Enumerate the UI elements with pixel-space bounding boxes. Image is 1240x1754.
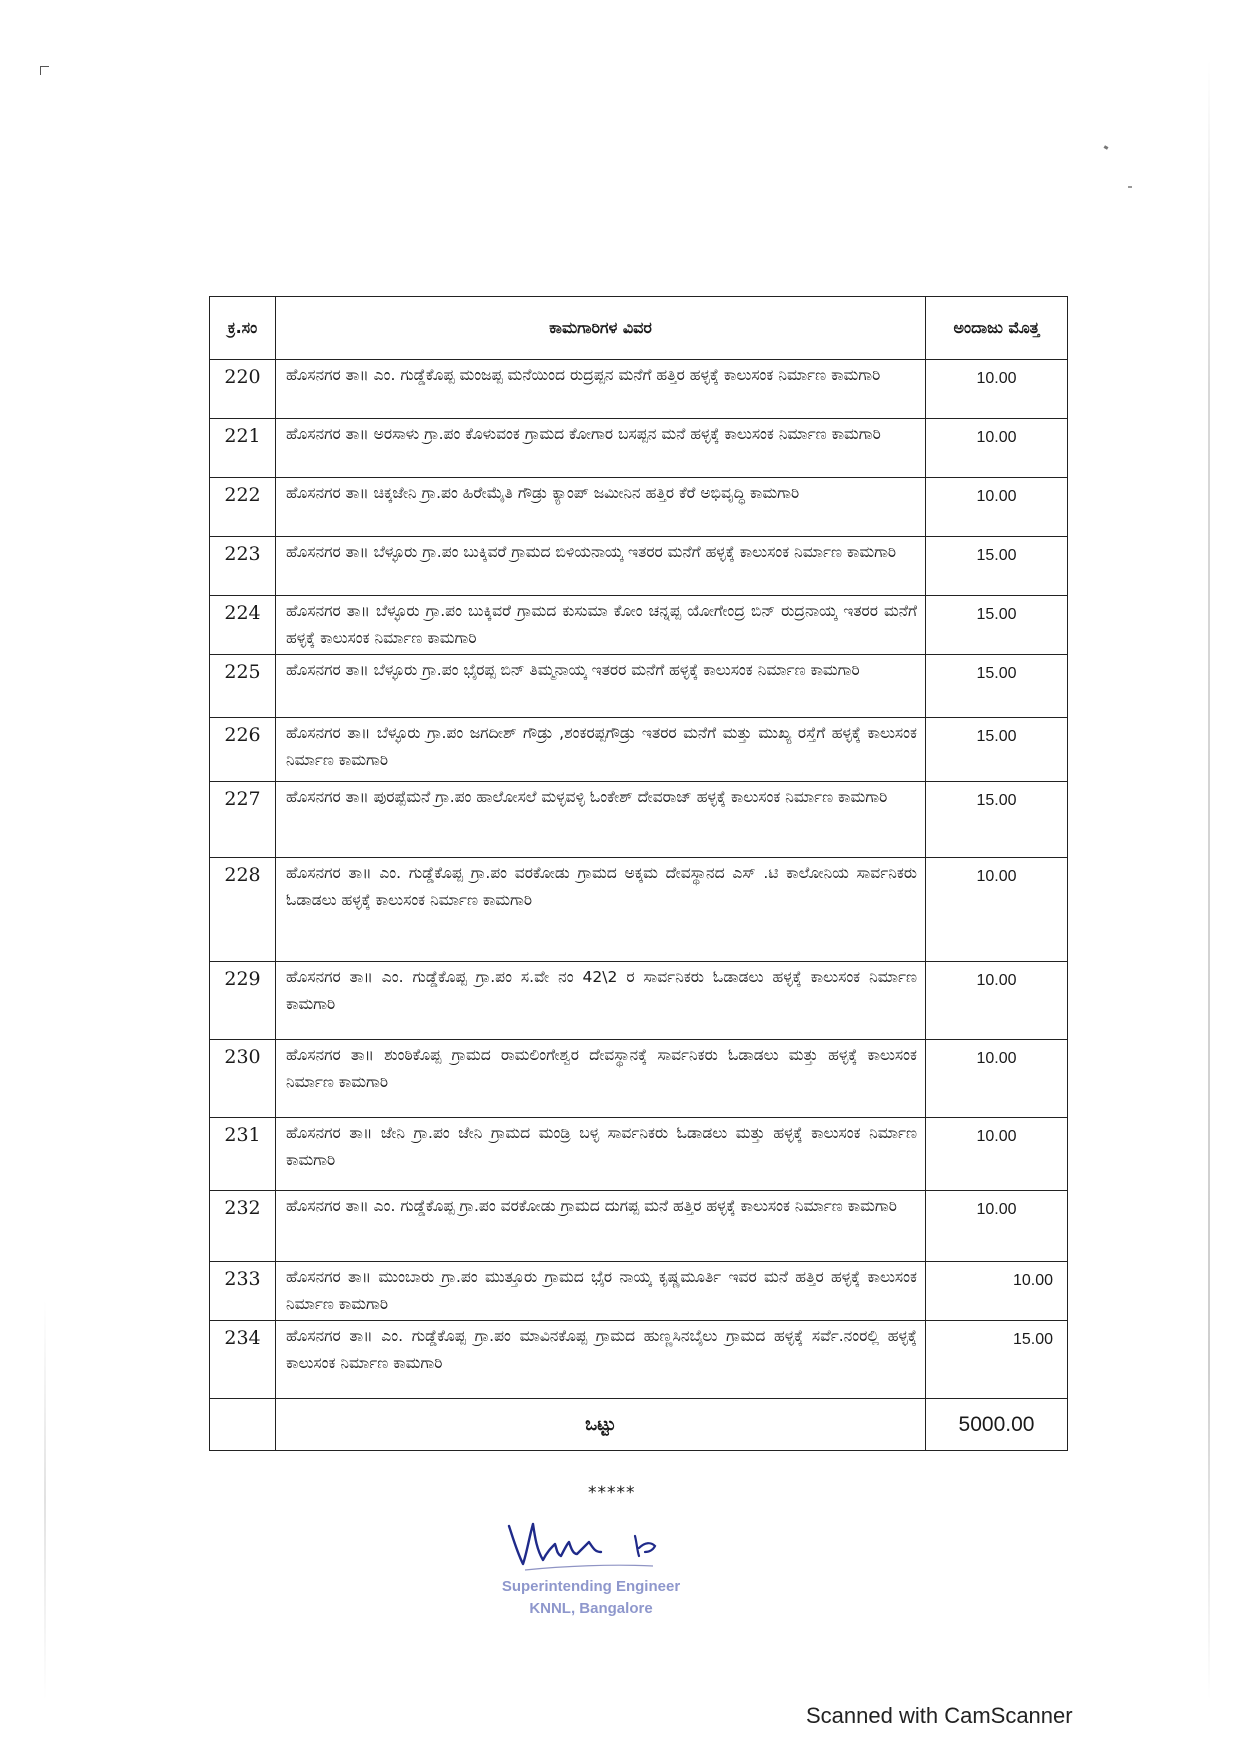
total-amount: 5000.00	[926, 1399, 1068, 1451]
serial-no-cell: 220	[210, 360, 276, 419]
amount-cell: 15.00	[926, 782, 1068, 858]
total-row	[210, 1399, 1068, 1451]
work-description-cell: ಹೊಸನಗರ ತಾ॥ ಶುಂಠಿಕೊಪ್ಪ ಗ್ರಾಮದ ರಾಮಲಿಂಗೇಶ್ವರ ದೇವಸ್ಥಾನಕ್ಕೆ ಸಾರ್ವನಿಕರು ಓಡಾಡಲು ಮತ್ತು ಹಳ್ಳಕ್ಕೆ ಕಾಲುಸಂಕ ನಿರ್ಮಾಣ ಕಾಮಗಾರಿ	[276, 1040, 926, 1118]
works-table	[209, 296, 1068, 1451]
table-row	[210, 419, 1068, 478]
table-row	[210, 537, 1068, 596]
table-header-row	[210, 297, 1068, 360]
seal-office: KNNL, Bangalore	[529, 1600, 653, 1617]
amount-cell: 15.00	[926, 718, 1068, 782]
serial-no-cell: 231	[210, 1118, 276, 1191]
work-description-cell: ಹೊಸನಗರ ತಾ॥ ಪುರಪ್ಪೆಮನೆ ಗ್ರಾ.ಪಂ ಹಾಲೋಸಲೆ ಮಳ್ಳವಳ್ಳಿ ಓಂಕೇಶ್ ದೇವರಾಜ್ ಹಳ್ಳಕ್ಕೆ ಕಾಲುಸಂಕ ನಿರ್ಮಾಣ ಕಾಮಗಾರಿ	[276, 782, 926, 858]
serial-no-cell: 227	[210, 782, 276, 858]
scan-edge-shadow	[44, 1300, 46, 1700]
table-row	[210, 1262, 1068, 1321]
amount-cell: 10.00	[926, 1040, 1068, 1118]
header-estimated-amount: ಅಂದಾಜು ಮೊತ್ತ	[926, 297, 1068, 360]
serial-no-cell: 226	[210, 718, 276, 782]
serial-no-cell: 233	[210, 1262, 276, 1321]
amount-cell: 15.00	[926, 537, 1068, 596]
work-description-cell: ಹೊಸನಗರ ತಾ॥ ಮುಂಬಾರು ಗ್ರಾ.ಪಂ ಮುತ್ತೂರು ಗ್ರಾಮದ ಭೈರ ನಾಯ್ಕ ಕೃಷ್ಣಮೂರ್ತಿ ಇವರ ಮನೆ ಹತ್ತಿರ ಹಳ್ಳಕ್ಕೆ ಕಾಲುಸಂಕ ನಿರ್ಮಾಣ ಕಾಮಗಾರಿ	[276, 1262, 926, 1321]
table-row	[210, 962, 1068, 1040]
table-row	[210, 858, 1068, 962]
amount-cell: 15.00	[926, 1321, 1068, 1399]
amount-cell: 10.00	[926, 1262, 1068, 1321]
total-label: ಒಟ್ಟು	[276, 1399, 926, 1451]
handwritten-signature	[503, 1508, 673, 1580]
scan-speck	[1128, 186, 1132, 188]
serial-no-cell: 229	[210, 962, 276, 1040]
work-description-cell: ಹೊಸನಗರ ತಾ॥ ಬೆಳ್ಳೂರು ಗ್ರಾ.ಪಂ ಭೈರಪ್ಪ ಬಿನ್ ತಿಮ್ಮನಾಯ್ಕ ಇತರರ ಮನೆಗೆ ಹಳ್ಳಕ್ಕೆ ಕಾಲುಸಂಕ ನಿರ್ಮಾಣ ಕಾಮಗಾರಿ	[276, 655, 926, 718]
amount-cell: 15.00	[926, 655, 1068, 718]
serial-no-cell: 223	[210, 537, 276, 596]
work-description-cell: ಹೊಸನಗರ ತಾ॥ ಎಂ. ಗುಡ್ಡೆಕೊಪ್ಪ ಗ್ರಾ.ಪಂ ವರಕೋಡು ಗ್ರಾಮದ ಅಕ್ಕಮ ದೇವಸ್ಥಾನದ ಎಸ್ .ಟಿ ಕಾಲೋನಿಯ ಸಾರ್ವನಿಕರು ಓಡಾಡಲು ಹಳ್ಳಕ್ಕೆ ಕಾಲುಸಂಕ ನಿರ್ಮಾಣ ಕಾಮಗಾರಿ	[276, 858, 926, 962]
serial-no-cell: 225	[210, 655, 276, 718]
work-description-cell: ಹೊಸನಗರ ತಾ॥ ಬೆಳ್ಳೂರು ಗ್ರಾ.ಪಂ ಬುಕ್ಕಿವರೆ ಗ್ರಾಮದ ಕುಸುಮಾ ಕೋಂ ಚನ್ನಪ್ಪ ಯೋಗೇಂದ್ರ ಬಿನ್ ರುದ್ರನಾಯ್ಕ ಇತರರ ಮನೆಗೆ ಹಳ್ಳಕ್ಕೆ ಕಾಲುಸಂಕ ನಿರ್ಮಾಣ ಕಾಮಗಾರಿ	[276, 596, 926, 655]
serial-no-cell: 234	[210, 1321, 276, 1399]
table-row	[210, 655, 1068, 718]
work-description-cell: ಹೊಸನಗರ ತಾ॥ ಜೇನಿ ಗ್ರಾ.ಪಂ ಜೇನಿ ಗ್ರಾಮದ ಮಂಡ್ರಿ ಬಳ್ಳ ಸಾರ್ವನಿಕರು ಓಡಾಡಲು ಮತ್ತು ಹಳ್ಳಕ್ಕೆ ಕಾಲುಸಂಕ ನಿರ್ಮಾಣ ಕಾಮಗಾರಿ	[276, 1118, 926, 1191]
camscanner-watermark: Scanned with CamScanner	[806, 1703, 1073, 1728]
serial-no-cell: 228	[210, 858, 276, 962]
table-row	[210, 1321, 1068, 1399]
scan-speck	[1104, 145, 1109, 150]
table-row	[210, 718, 1068, 782]
header-work-details: ಕಾಮಗಾರಿಗಳ ವಿವರ	[276, 297, 926, 360]
work-description-cell: ಹೊಸನಗರ ತಾ॥ ಬೆಳ್ಳೂರು ಗ್ರಾ.ಪಂ ಬುಕ್ಕಿವರೆ ಗ್ರಾಮದ ಬಿಳಿಯನಾಯ್ಕ ಇತರರ ಮನೆಗೆ ಹಳ್ಳಕ್ಕೆ ಕಾಲುಸಂಕ ನಿರ್ಮಾಣ ಕಾಮಗಾರಿ	[276, 537, 926, 596]
work-description-cell: ಹೊಸನಗರ ತಾ॥ ಬೆಳ್ಳೂರು ಗ್ರಾ.ಪಂ ಜಗದೀಶ್ ಗೌಡ್ರು ,ಶಂಕರಪ್ಪಗೌಡ್ರು ಇತರರ ಮನೆಗೆ ಮತ್ತು ಮುಖ್ಯ ರಸ್ತೆಗೆ ಹಳ್ಳಕ್ಕೆ ಕಾಲುಸಂಕ ನಿರ್ಮಾಣ ಕಾಮಗಾರಿ	[276, 718, 926, 782]
work-description-cell: ಹೊಸನಗರ ತಾ॥ ಚಿಕ್ಕಜೇನಿ ಗ್ರಾ.ಪಂ ಹಿರೇಮೈತಿ ಗೌಡ್ರು ಕ್ಯಾಂಪ್ ಜಮೀನಿನ ಹತ್ತಿರ ಕೆರೆ ಅಭಿವೃದ್ಧಿ ಕಾಮಗಾರಿ	[276, 478, 926, 537]
table-row	[210, 1118, 1068, 1191]
total-serial-empty-cell	[210, 1399, 276, 1451]
amount-cell: 10.00	[926, 478, 1068, 537]
amount-cell: 10.00	[926, 962, 1068, 1040]
work-description-cell: ಹೊಸನಗರ ತಾ॥ ಎಂ. ಗುಡ್ಡೆಕೊಪ್ಪ ಮಂಜಪ್ಪ ಮನೆಯಿಂದ ರುದ್ರಪ್ಪನ ಮನೆಗೆ ಹತ್ತಿರ ಹಳ್ಳಕ್ಕೆ ಕಾಲುಸಂಕ ನಿರ್ಮಾಣ ಕಾಮಗಾರಿ	[276, 360, 926, 419]
amount-cell: 10.00	[926, 1191, 1068, 1262]
table-row	[210, 360, 1068, 419]
amount-cell: 10.00	[926, 419, 1068, 478]
signature-image	[503, 1508, 673, 1584]
serial-no-cell: 232	[210, 1191, 276, 1262]
seal-designation: Superintending Engineer	[501, 1578, 681, 1595]
table-row	[210, 1191, 1068, 1262]
amount-cell: 10.00	[926, 858, 1068, 962]
scan-edge-shadow	[1208, 60, 1210, 1700]
work-description-cell: ಹೊಸನಗರ ತಾ॥ ಎಂ. ಗುಡ್ಡೆಕೊಪ್ಪ ಗ್ರಾ.ಪಂ ಮಾವಿನಕೊಪ್ಪ ಗ್ರಾಮದ ಹುಣ್ಣಸಿನಬೈಲು ಗ್ರಾಮದ ಹಳ್ಳಕ್ಕೆ ಸರ್ವೆ.ನಂರಲ್ಲಿ ಹಳ್ಳಕ್ಕೆ ಕಾಲುಸಂಕ ನಿರ್ಮಾಣ ಕಾಮಗಾರಿ	[276, 1321, 926, 1399]
amount-cell: 10.00	[926, 360, 1068, 419]
scan-corner-mark	[40, 66, 49, 75]
serial-no-cell: 224	[210, 596, 276, 655]
amount-cell: 15.00	[926, 596, 1068, 655]
table-row	[210, 596, 1068, 655]
table-row	[210, 478, 1068, 537]
end-of-list-stars: *****	[588, 1483, 636, 1503]
work-description-cell: ಹೊಸನಗರ ತಾ॥ ಎಂ. ಗುಡ್ಡೆಕೊಪ್ಪ ಗ್ರಾ.ಪಂ ವರಕೋಡು ಗ್ರಾಮದ ದುಗಪ್ಪ ಮನೆ ಹತ್ತಿರ ಹಳ್ಳಕ್ಕೆ ಕಾಲುಸಂಕ ನಿರ್ಮಾಣ ಕಾಮಗಾರಿ	[276, 1191, 926, 1262]
serial-no-cell: 230	[210, 1040, 276, 1118]
work-description-cell: ಹೊಸನಗರ ತಾ॥ ಅರಸಾಳು ಗ್ರಾ.ಪಂ ಕೊಳುವಂಕ ಗ್ರಾಮದ ಕೋಗಾರ ಬಸಪ್ಪನ ಮನೆ ಹಳ್ಳಕ್ಕೆ ಕಾಲುಸಂಕ ನಿರ್ಮಾಣ ಕಾಮಗಾರಿ	[276, 419, 926, 478]
amount-cell: 10.00	[926, 1118, 1068, 1191]
work-description-cell: ಹೊಸನಗರ ತಾ॥ ಎಂ. ಗುಡ್ಡೆಕೊಪ್ಪ ಗ್ರಾ.ಪಂ ಸ.ವೇ ನಂ 42\2 ರ ಸಾರ್ವನಿಕರು ಓಡಾಡಲು ಹಳ್ಳಕ್ಕೆ ಕಾಲುಸಂಕ ನಿರ್ಮಾಣ ಕಾಮಗಾರಿ	[276, 962, 926, 1040]
table-row	[210, 782, 1068, 858]
serial-no-cell: 221	[210, 419, 276, 478]
table-row	[210, 1040, 1068, 1118]
serial-no-cell: 222	[210, 478, 276, 537]
header-serial-no: ಕ್ರ.ಸಂ	[210, 297, 276, 360]
